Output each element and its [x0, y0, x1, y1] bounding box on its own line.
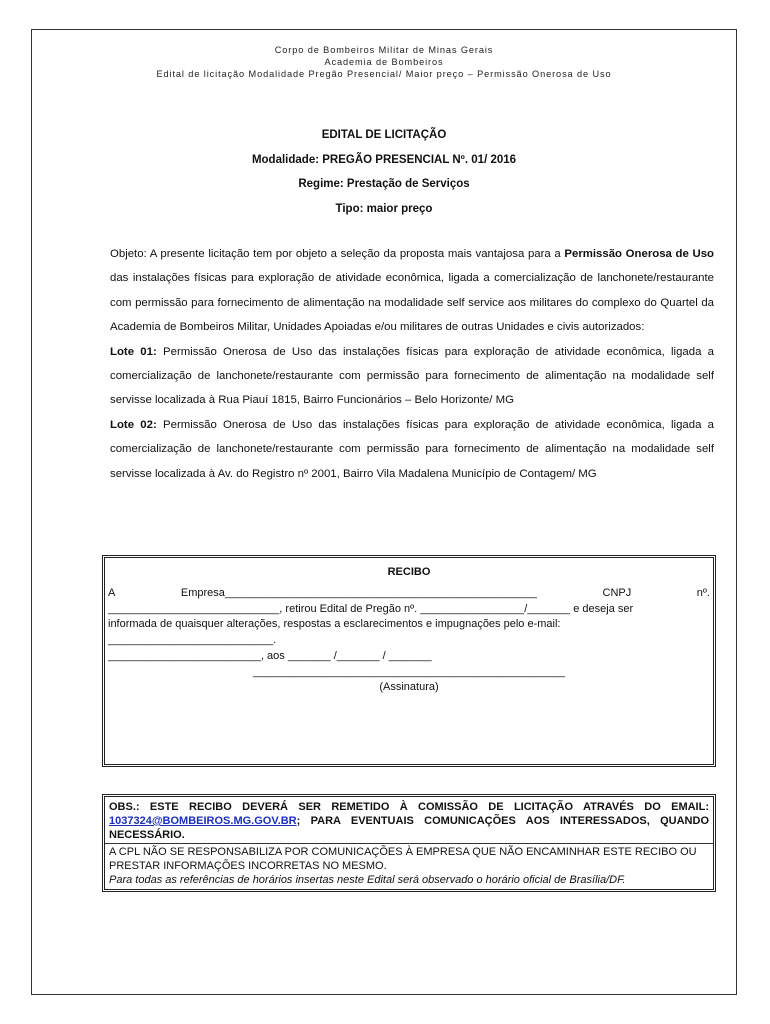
- document-page: [31, 29, 737, 995]
- lote-01-paragraph: Lote 01: Permissão Onerosa de Uso das instalações físicas para exploração de atividade econômica, ligada a comercialização de lanchonete/restaurante com permissão para fornecimento de alimentação na modalidade self servisse localizada à Rua Piauí 1815, Bairro Funcionários – Belo Horizonte/ MG: [110, 345, 715, 407]
- recibo-date-line: _________________________, aos _______ /_______ / _______: [108, 649, 432, 662]
- horario-notice: Para todas as referências de horários insertas neste Edital será observado o horário oficial de Brasília/DF.: [109, 874, 626, 886]
- lote-02-label: Lote 02:: [110, 418, 157, 431]
- recibo-email-line: informada de quaisquer alterações, respostas a esclarecimentos e impugnações pelo e-mail:: [108, 618, 561, 631]
- header-line-org: Corpo de Bombeiros Militar de Minas Gerais: [274, 45, 494, 55]
- recibo-email-field: ___________________________.: [108, 634, 277, 647]
- recibo-pregao-line: ____________________________, retirou Edital de Pregão nº. _________________/_______ e deseja ser: [108, 602, 634, 615]
- recibo-title: RECIBO: [387, 566, 431, 578]
- recibo-body: [105, 586, 713, 696]
- signature-label: (Assinatura): [379, 681, 439, 694]
- signature-line: ___________________________________________________: [252, 665, 565, 678]
- body-text: [110, 242, 714, 486]
- header-line-edital: Edital de licitação Modalidade Pregão Presencial/ Maior preço – Permissão Onerosa de Uso: [156, 69, 612, 79]
- tipo-line: Tipo: maior preço: [335, 202, 433, 215]
- modalidade-line: Modalidade: PREGÃO PRESENCIAL Nº. 01/ 2016: [251, 153, 517, 166]
- document-title: EDITAL DE LICITAÇÃO: [321, 129, 447, 141]
- lote-02-paragraph: Lote 02: Permissão Onerosa de Uso das instalações físicas para exploração de atividade econômica, ligada a comercialização de lanchonete/restaurante com permissão para fornecimento de alimentação na modalidade self servisse localizada à Av. do Registro nº 2001, Bairro Vila Madalena Município de Contagem/ MG: [110, 418, 715, 480]
- header-line-academy: Academia de Bombeiros: [324, 57, 444, 67]
- obs-disclaimer: [105, 844, 713, 889]
- recibo-empresa-line: A Empresa___________________________________________________ CNPJ nº.: [108, 586, 710, 602]
- obs-box: [102, 794, 716, 892]
- objeto-bold: Permissão Onerosa de Uso: [564, 248, 714, 260]
- obs-notice: OBS.: ESTE RECIBO DEVERÁ SER REMETIDO À COMISSÃO DE LICITAÇÃO ATRAVÉS DO EMAIL: 1037324@BOMBEIROS.MG.GOV.BR; PARA EVENTUAIS COMUNICAÇÕES AOS INTERESSADOS, QUANDO NECESSÁRIO.: [105, 797, 713, 844]
- cpl-notice: A CPL NÃO SE RESPONSABILIZA POR COMUNICAÇÕES À EMPRESA QUE NÃO ENCAMINHAR ESTE RECIBO OU PRESTAR INFORMAÇÕES INCORRETAS NO MESMO.: [109, 846, 697, 872]
- document-header: [32, 44, 736, 80]
- empresa-field: Empresa___________________________________________________: [180, 587, 537, 599]
- recibo-box: [102, 555, 716, 767]
- lote-01-label: Lote 01:: [110, 345, 157, 358]
- email-link[interactable]: 1037324@BOMBEIROS.MG.GOV.BR: [109, 815, 297, 827]
- title-block: [32, 123, 736, 221]
- objeto-paragraph: Objeto: A presente licitação tem por objeto a seleção da proposta mais vantajosa para a Permissão Onerosa de Uso das instalações físicas para exploração de atividade econômica, ligada a comercialização de lanchonete/restaurante com permissão para fornecimento de alimentação na modalidade self service aos militares do complexo do Quartel da Academia de Bombeiros Militar, Unidades Apoiadas e/ou militares de outras Unidades e civis autorizados:: [110, 248, 714, 334]
- regime-line: Regime: Prestação de Serviços: [298, 178, 470, 190]
